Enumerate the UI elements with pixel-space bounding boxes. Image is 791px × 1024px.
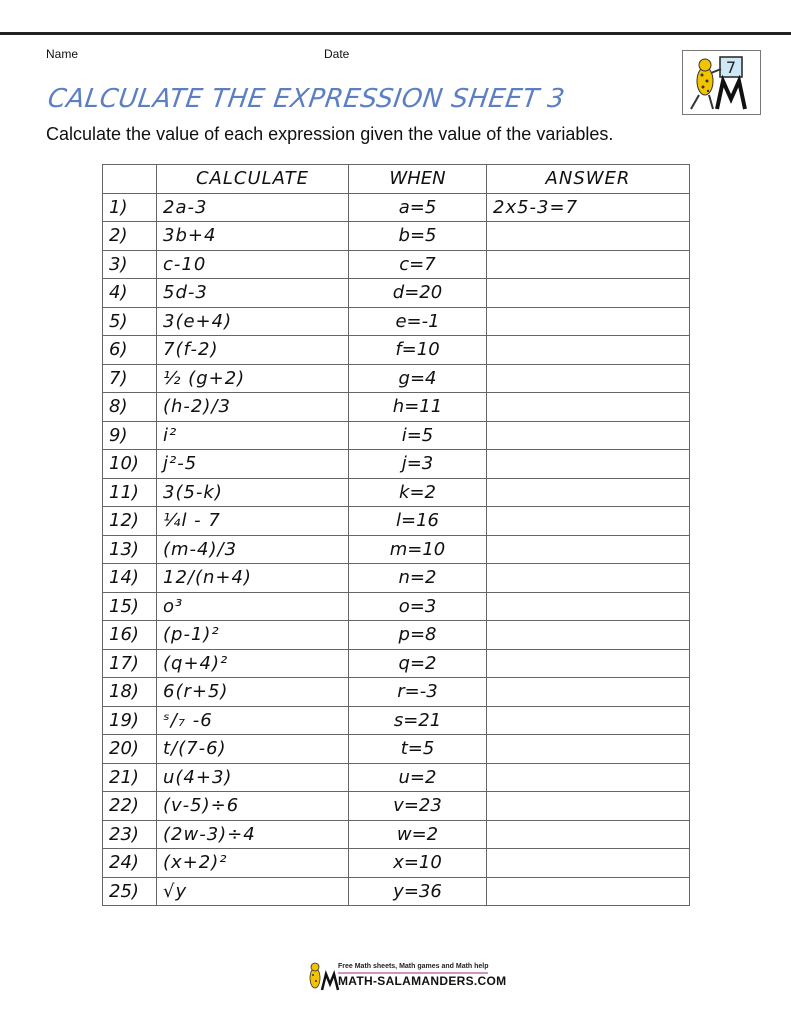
table-row [103,592,690,621]
row-answer [487,820,690,849]
row-number: 20) [103,735,157,764]
table-row [103,763,690,792]
row-expression: 3b+4 [157,222,349,251]
row-answer [487,564,690,593]
row-answer [487,763,690,792]
row-when: e=-1 [349,307,487,336]
row-when: p=8 [349,621,487,650]
table-row [103,250,690,279]
table-row [103,678,690,707]
row-when: h=11 [349,393,487,422]
row-number: 1) [103,193,157,222]
row-answer [487,849,690,878]
row-when: l=16 [349,507,487,536]
table-row [103,393,690,422]
row-number: 14) [103,564,157,593]
row-number: 24) [103,849,157,878]
row-number: 22) [103,792,157,821]
table-body [103,193,690,906]
worksheet-title: CALCULATE THE EXPRESSION SHEET 3 [45,84,567,114]
grade-badge-text: 7 [725,58,737,77]
row-answer [487,592,690,621]
row-number: 25) [103,877,157,906]
row-when: u=2 [349,763,487,792]
row-answer [487,421,690,450]
row-number: 12) [103,507,157,536]
row-answer [487,478,690,507]
row-answer [487,450,690,479]
row-number: 15) [103,592,157,621]
row-expression: √y [157,877,349,906]
row-when: f=10 [349,336,487,365]
row-expression: (m-4)/3 [157,535,349,564]
row-expression: 3(5-k) [157,478,349,507]
row-answer [487,649,690,678]
row-number: 2) [103,222,157,251]
table-row [103,364,690,393]
row-number: 19) [103,706,157,735]
row-number: 4) [103,279,157,308]
table-row [103,706,690,735]
table-header-row [103,165,690,194]
row-number: 18) [103,678,157,707]
row-when: s=21 [349,706,487,735]
row-answer [487,393,690,422]
expression-table [102,164,690,906]
row-when: v=23 [349,792,487,821]
row-number: 3) [103,250,157,279]
name-label: Name [46,47,79,61]
row-number: 17) [103,649,157,678]
header-calculate: CALCULATE [157,165,349,194]
row-expression: ¼l - 7 [157,507,349,536]
row-number: 8) [103,393,157,422]
table-row [103,336,690,365]
row-when: b=5 [349,222,487,251]
table-row [103,279,690,308]
row-expression: ½ (g+2) [157,364,349,393]
table-row [103,307,690,336]
row-number: 7) [103,364,157,393]
row-expression: t/(7-6) [157,735,349,764]
row-expression: 2a-3 [157,193,349,222]
row-expression: (p-1)² [157,621,349,650]
row-expression: c-10 [157,250,349,279]
date-label: Date [324,47,350,61]
row-when: y=36 [349,877,487,906]
table-row [103,535,690,564]
row-number: 23) [103,820,157,849]
row-number: 16) [103,621,157,650]
footer-tagline: Free Math sheets, Math games and Math help [338,963,489,970]
row-number: 13) [103,535,157,564]
table-row [103,820,690,849]
row-expression: (h-2)/3 [157,393,349,422]
table-row [103,507,690,536]
row-when: i=5 [349,421,487,450]
row-expression: ˢ/₇ -6 [157,706,349,735]
row-answer [487,735,690,764]
top-rule [0,32,791,35]
row-number: 5) [103,307,157,336]
row-expression: (x+2)² [157,849,349,878]
table-row [103,735,690,764]
header-answer: ANSWER [487,165,690,194]
row-expression: 3(e+4) [157,307,349,336]
row-answer: 2x5-3=7 [487,193,690,222]
row-answer [487,222,690,251]
row-number: 11) [103,478,157,507]
table-row [103,564,690,593]
row-expression: (q+4)² [157,649,349,678]
row-answer [487,364,690,393]
row-expression: 7(f-2) [157,336,349,365]
header-number [103,165,157,194]
row-answer [487,621,690,650]
row-number: 6) [103,336,157,365]
row-answer [487,336,690,365]
row-expression: (2w-3)÷4 [157,820,349,849]
row-when: t=5 [349,735,487,764]
row-when: w=2 [349,820,487,849]
table-row [103,621,690,650]
row-expression: 6(r+5) [157,678,349,707]
table-row [103,450,690,479]
row-answer [487,507,690,536]
row-expression: (v-5)÷6 [157,792,349,821]
row-expression: u(4+3) [157,763,349,792]
row-when: o=3 [349,592,487,621]
header-when: WHEN [349,165,487,194]
row-answer [487,279,690,308]
row-answer [487,307,690,336]
row-when: x=10 [349,849,487,878]
table-row [103,222,690,251]
row-number: 10) [103,450,157,479]
row-answer [487,678,690,707]
row-expression: i² [157,421,349,450]
row-when: j=3 [349,450,487,479]
row-expression: o³ [157,592,349,621]
table-row [103,792,690,821]
instructions: Calculate the value of each expression given the value of the variables. [46,124,614,144]
row-answer [487,877,690,906]
row-when: n=2 [349,564,487,593]
table-row [103,849,690,878]
row-answer [487,535,690,564]
footer-site: MATH-SALAMANDERS.COM [338,974,507,988]
table-row [103,478,690,507]
salamander-logo [682,50,761,115]
row-when: d=20 [349,279,487,308]
row-when: c=7 [349,250,487,279]
row-answer [487,792,690,821]
row-when: k=2 [349,478,487,507]
row-expression: 5d-3 [157,279,349,308]
table-row [103,193,690,222]
row-answer [487,706,690,735]
table-row [103,649,690,678]
row-number: 21) [103,763,157,792]
row-number: 9) [103,421,157,450]
row-when: r=-3 [349,678,487,707]
row-answer [487,250,690,279]
table-row [103,877,690,906]
row-when: m=10 [349,535,487,564]
row-when: g=4 [349,364,487,393]
table-row [103,421,690,450]
row-when: q=2 [349,649,487,678]
row-expression: j²-5 [157,450,349,479]
row-expression: 12/(n+4) [157,564,349,593]
row-when: a=5 [349,193,487,222]
